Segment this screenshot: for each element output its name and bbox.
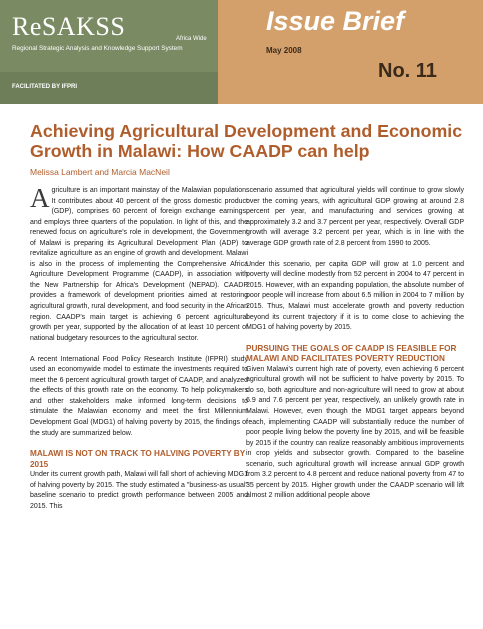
section-heading-not-on-track: MALAWI IS NOT ON TRACK TO HALVING POVERTY BY 2015	[30, 449, 246, 469]
brand-name: ReSAKSS	[12, 12, 126, 41]
issue-band	[218, 0, 483, 104]
facilitated-by-ifpri: FACILITATED BY IFPRI	[12, 84, 78, 90]
header-banner	[0, 0, 483, 104]
paragraph-intro-text: griculture is an important mainstay of the Malawian population. It contributes about 40 percent of the gross domestic product (GDP), comprises 60 percent of foreign exchange earnings, and employs three quarters of the population. In light of this, and the renewed focus on agriculture's role in development, the Government of Malawi is preparing its Agricultural Development Plan (ADP) to revitalize agriculture as an engine of growth and development. Malawi is also in the process of implementing the Comprehensive Africa Agriculture Development Programme (CAADP), in association with the New Partnership for Africa's Development (NEPAD). CAADP provides a framework of development priorities aimed at restoring agricultural growth, rural development, and food security in the African region. CAADP's main target is achieving 6 percent agricultural growth per year, supported by the allocation of at least 10 percent of national budgetary resources to the agricultural sector.	[30, 187, 248, 342]
issue-number: No. 11	[378, 60, 437, 82]
paragraph-ifpri-study: A recent International Food Policy Research Institute (IFPRI) study used an economywide model to estimate the investments required to meet the 6 percent agricultural growth target of CAADP, and analyzed the effects of this growth rate on the economy. To help policymakers and other stakeholders make informed long-term decisions to stimulate the Malawian economy and meet the first Millennium Development Goal (MDG1) of halving poverty by 2015, the findings of the study are summarized below.	[30, 355, 248, 437]
brand-tagline: Regional Strategic Analysis and Knowledge Support System	[12, 45, 183, 52]
article-title: Achieving Agricultural Development and Economic Growth in Malawi: How CAADP can help	[30, 121, 463, 161]
section-heading-pursuing-caadp: PURSUING THE GOALS OF CAADP IS FEASIBLE FOR MALAWI AND FACILITATES POVERTY REDUCTION	[246, 343, 457, 364]
paragraph-per-capita: Under this scenario, per capita GDP will grow at 1.0 percent and poverty will decline modestly from 52 percent in 2004 to 47 percent in 2015. However, with an expanding population, the absolute number of poor people will increase from about 6.5 million in 2004 to 7 million by 2015. Thus, Malawi must accelerate growth and poverty reduction beyond its current trajectory if it is to come close to achieving the MDG1 of halving poverty by 2015.	[246, 260, 464, 332]
right-column	[246, 186, 464, 502]
drop-cap: A	[30, 183, 50, 213]
issue-date: May 2008	[266, 46, 302, 55]
paragraph-baseline: scenario assumed that agricultural yields will continue to grow slowly over the coming years, with agricultural GDP growing at around 2.8 percent per year, and manufacturing and services growing at approximately 3.2 and 3.7 percent per year, respectively. Overall GDP growth will average 3.2 percent per year, which is in line with the average GDP growth rate of 2.8 percent from 1990 to 2005.	[246, 187, 464, 247]
paragraph-current-growth: Under its current growth path, Malawi will fall short of achieving MDG1 of halving poverty by 2015. The study estimated a "business-as usual" baseline scenario to predict growth performance between 2005 and 2015. This	[30, 471, 248, 510]
africa-wide-label: Africa Wide	[176, 36, 207, 42]
left-column	[30, 183, 248, 512]
paragraph-intro	[30, 183, 248, 344]
article-authors: Melissa Lambert and Marcia MacNeil	[30, 167, 170, 177]
issue-brief-label: Issue Brief	[266, 6, 405, 36]
resakss-logo	[0, 0, 218, 104]
paragraph-poverty-reduction: Given Malawi's current high rate of poverty, even achieving 6 percent agricultural growth will not be sufficient to halve poverty by 2015. To do so, both agriculture and non-agriculture will need to grow at about 6.9 and 7.6 percent per year, respectively, an unlikely growth rate in Malawi. However, even though the MDG1 target appears beyond reach, implementing CAADP will substantially reduce the number of poor people living below the poverty line by 2015, and will be feasible by 2015 if the country can realize reasonably ambitious improvements in crop yields and subsector growth. Compared to the baseline scenario, such agricultural growth will increase annual GDP growth from 3.2 percent to 4.8 percent and reduce national poverty from 47 to 35 percent by 2015. Higher growth under the CAADP scenario will lift almost 2 million additional people above	[246, 365, 464, 500]
